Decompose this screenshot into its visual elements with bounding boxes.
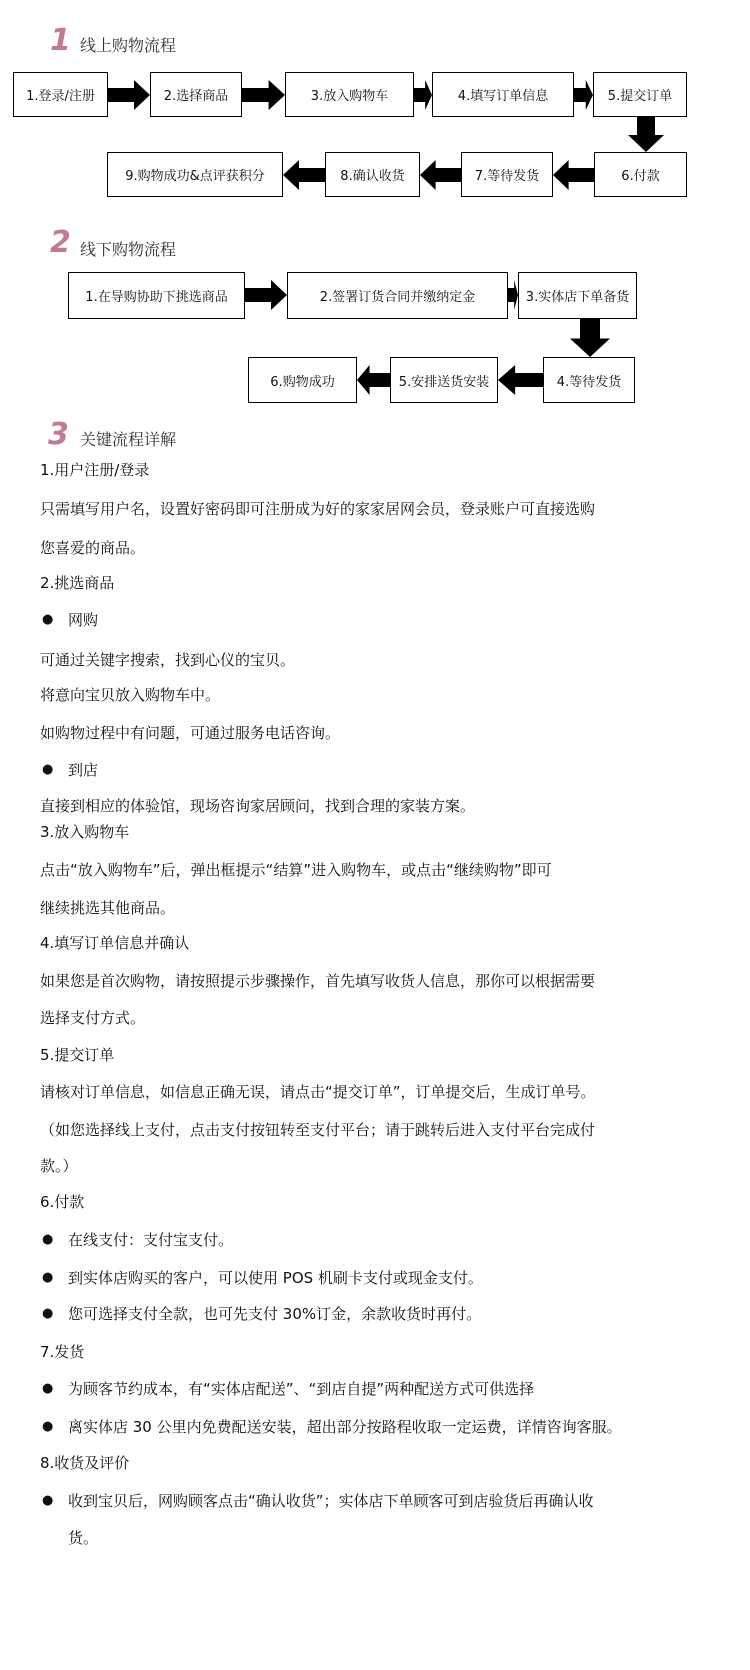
arrow-right-icon: [245, 280, 287, 310]
online-step-6: 6.付款: [594, 152, 687, 197]
online-step-4: 4.填写订单信息: [432, 72, 574, 117]
online-step-2: 2.选择商品: [150, 72, 242, 117]
detail-line: 为顾客节约成本，有“实体店配送”、“到店自提”两种配送方式可供选择: [68, 1380, 535, 1398]
detail-line: 在线支付：支付宝支付。: [68, 1231, 234, 1249]
arrow-left-icon: [553, 160, 594, 190]
bullet-icon: ●: [42, 1493, 54, 1508]
detail-line: 如果您是首次购物，请按照提示步骤操作，首先填写收货人信息，那你可以根据需要: [40, 972, 596, 990]
section-number-1: 1: [50, 23, 71, 58]
detail-line: 您喜爱的商品。: [40, 539, 146, 557]
detail-line: 到店: [68, 761, 99, 779]
bullet-icon: ●: [42, 1306, 54, 1321]
offline-step-2: 2.签署订货合同并缴纳定金: [287, 272, 508, 319]
online-step-3: 3.放入购物车: [285, 72, 414, 117]
detail-line: 选择支付方式。: [40, 1009, 146, 1027]
detail-line: 1.用户注册/登录: [40, 461, 150, 479]
detail-line: 网购: [68, 611, 99, 629]
detail-line: 收到宝贝后，网购顾客点击“确认收货”；实体店下单顾客可到店验货后再确认收: [68, 1492, 594, 1510]
online-step-8: 8.确认收货: [325, 152, 420, 197]
arrow-left-icon: [498, 365, 543, 395]
section-title-online: 线上购物流程: [80, 36, 177, 55]
bullet-icon: ●: [42, 762, 54, 777]
detail-line: 请核对订单信息，如信息正确无误，请点击“提交订单”，订单提交后，生成订单号。: [40, 1083, 596, 1101]
online-step-5: 5.提交订单: [593, 72, 687, 117]
detail-line: 3.放入购物车: [40, 823, 130, 841]
arrow-left-icon: [283, 160, 325, 190]
offline-step-1: 1.在导购协助下挑选商品: [68, 272, 245, 319]
detail-line: 7.发货: [40, 1343, 85, 1361]
online-step-9: 9.购物成功&点评获积分: [107, 152, 283, 197]
arrow-left-icon: [357, 365, 390, 395]
offline-step-4: 4.等待发货: [543, 357, 635, 403]
offline-step-3: 3.实体店下单备货: [518, 272, 637, 319]
arrow-down-icon: [570, 319, 610, 357]
detail-line: 直接到相应的体验馆，现场咨询家居顾问，找到合理的家装方案。: [40, 797, 476, 815]
arrow-right-icon: [108, 80, 150, 110]
bullet-icon: ●: [42, 1419, 54, 1434]
detail-line: 到实体店购买的客户，可以使用 POS 机刷卡支付或现金支付。: [68, 1269, 483, 1287]
bullet-icon: ●: [42, 612, 54, 627]
detail-line: 将意向宝贝放入购物车中。: [40, 686, 221, 704]
detail-line: 如购物过程中有问题，可通过服务电话咨询。: [40, 724, 341, 742]
detail-line: 6.付款: [40, 1193, 85, 1211]
arrow-right-icon: [242, 80, 285, 110]
detail-line: 款。）: [40, 1157, 78, 1175]
section-number-2: 2: [50, 225, 71, 260]
bullet-icon: ●: [42, 1232, 54, 1247]
detail-line: 货。: [68, 1529, 99, 1547]
detail-line: 离实体店 30 公里内免费配送安装，超出部分按路程收取一定运费，详情咨询客服。: [68, 1418, 622, 1436]
detail-line: （如您选择线上支付，点击支付按钮转至支付平台；请于跳转后进入支付平台完成付: [40, 1121, 596, 1139]
arrow-right-icon: [574, 80, 593, 110]
detail-line: 可通过关键字搜索，找到心仪的宝贝。: [40, 651, 296, 669]
bullet-icon: ●: [42, 1270, 54, 1285]
detail-line: 继续挑选其他商品。: [40, 899, 176, 917]
online-step-1: 1.登录/注册: [13, 72, 108, 117]
arrow-left-icon: [420, 160, 461, 190]
detail-line: 5.提交订单: [40, 1046, 115, 1064]
detail-line: 只需填写用户名，设置好密码即可注册成为好的家家居网会员，登录账户可直接选购: [40, 500, 596, 518]
arrow-right-icon: [414, 80, 432, 110]
online-step-7: 7.等待发货: [461, 152, 553, 197]
bullet-icon: ●: [42, 1381, 54, 1396]
section-title-offline: 线下购物流程: [80, 240, 177, 259]
section-number-3: 3: [48, 417, 69, 452]
arrow-right-icon: [508, 280, 518, 310]
detail-line: 点击“放入购物车”后，弹出框提示“结算”进入购物车，或点击“继续购物”即可: [40, 861, 552, 879]
offline-step-6: 6.购物成功: [248, 357, 357, 403]
detail-line: 4.填写订单信息并确认: [40, 934, 190, 952]
arrow-down-icon: [628, 117, 664, 152]
detail-line: 8.收货及评价: [40, 1454, 130, 1472]
detail-line: 您可选择支付全款，也可先支付 30%订金，余款收货时再付。: [68, 1305, 482, 1323]
section-title-details: 关键流程详解: [80, 430, 177, 449]
detail-line: 2.挑选商品: [40, 574, 115, 592]
offline-step-5: 5.安排送货安装: [390, 357, 498, 403]
